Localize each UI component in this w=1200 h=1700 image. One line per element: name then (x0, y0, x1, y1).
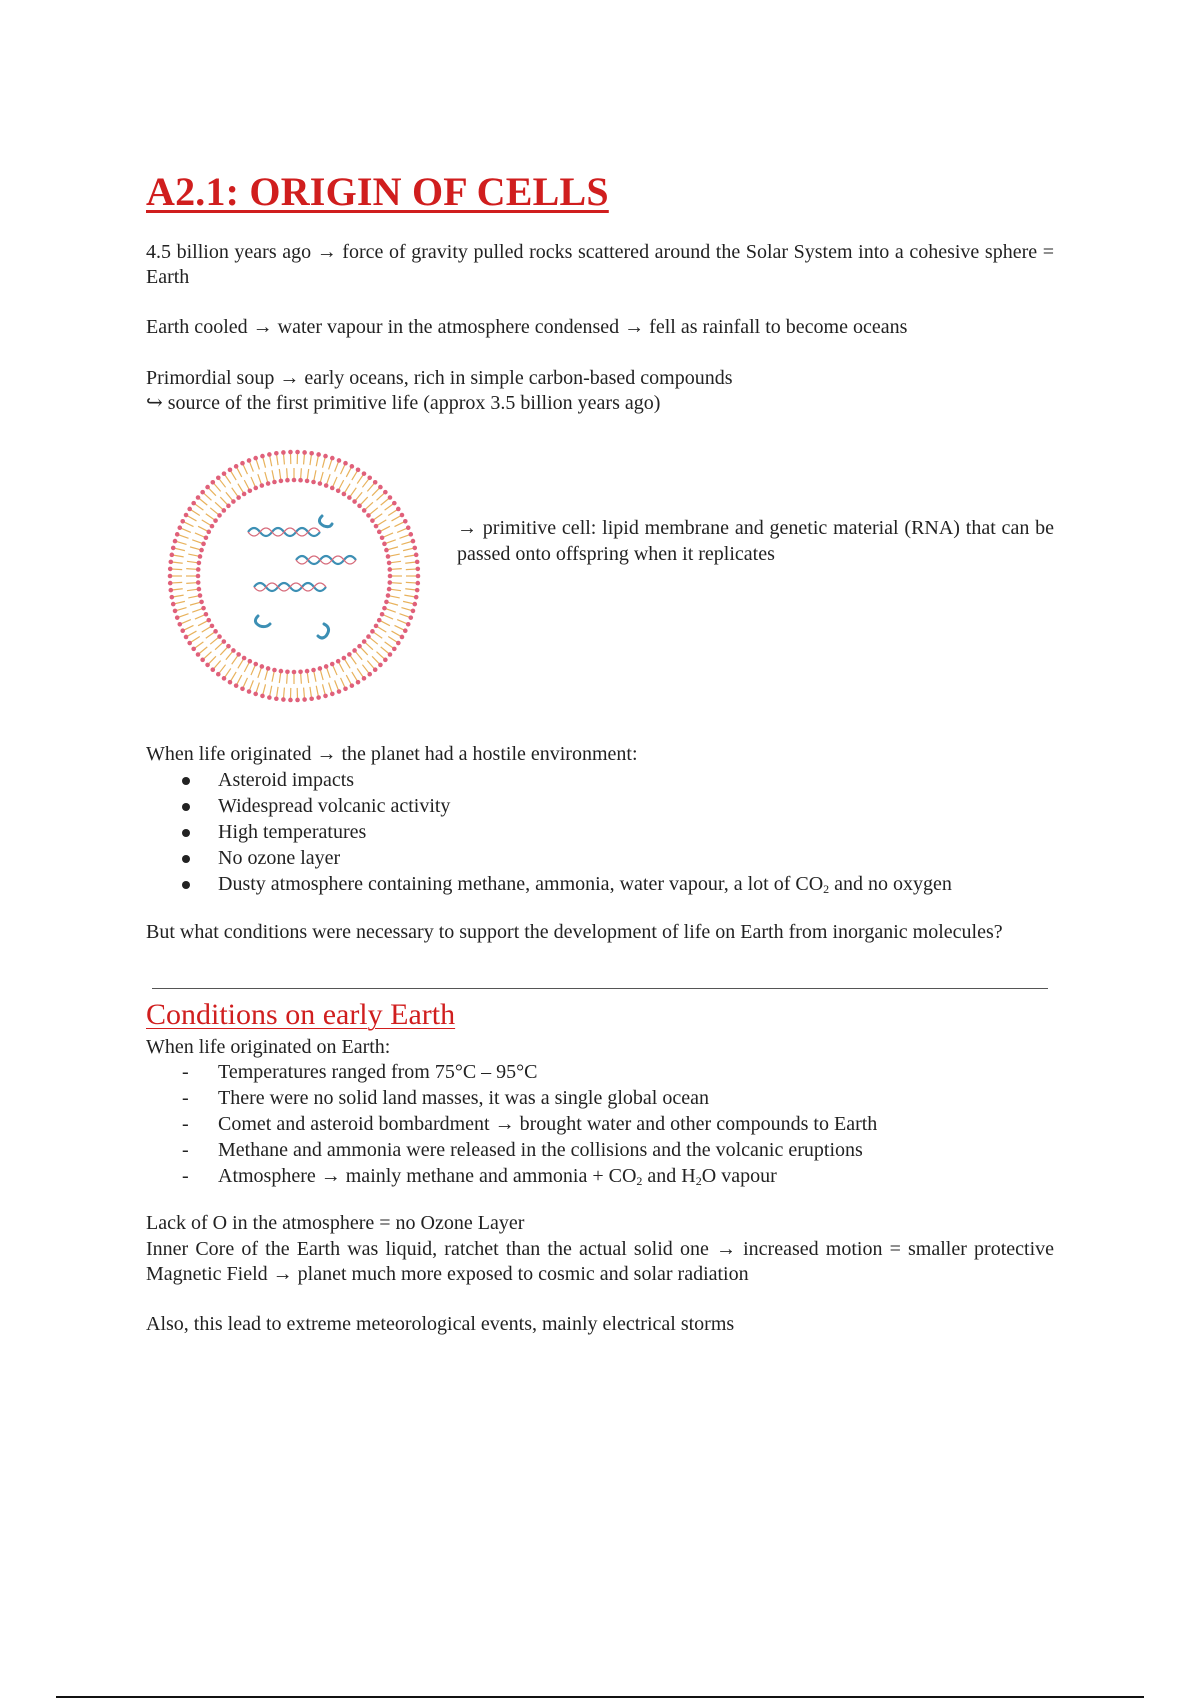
lipid-head (415, 567, 420, 572)
list-item: No ozone layer (182, 845, 952, 871)
lipid-head (279, 479, 284, 484)
lipid-head (400, 513, 405, 518)
lipid-head (234, 683, 239, 688)
lipid-head (373, 667, 378, 672)
lipid-head (169, 588, 174, 593)
lipid-head (347, 495, 352, 500)
list-item: - Atmosphere → mainly methane and ammonia + $CO_2$ and $H_2O$ vapour (182, 1165, 777, 1188)
lipid-head (248, 488, 253, 493)
lipid-head (200, 490, 205, 495)
lipid-head (196, 580, 201, 585)
lipid-head (247, 689, 252, 694)
lipid-head (253, 486, 258, 491)
lipid-head (274, 451, 279, 456)
lipid-head (392, 647, 397, 652)
lipid-head (253, 692, 258, 697)
lipid-head (171, 546, 176, 551)
list-item: - Temperatures ranged from 75°C – 95°C (182, 1061, 538, 1083)
lipid-head (374, 524, 379, 529)
lipid-head (330, 486, 335, 491)
lipid-head (352, 648, 357, 653)
lipid-head (170, 595, 175, 600)
lipid-head (197, 587, 202, 592)
list-item: Dusty atmosphere containing methane, ammonia, water vapour, a lot of $CO_2$ and no oxygen (182, 871, 952, 897)
lipid-head (210, 667, 215, 672)
lipid-head (383, 490, 388, 495)
lipid-bilayer-membrane (168, 450, 421, 702)
lipid-head (222, 471, 227, 476)
list-item: Asteroid impacts (182, 767, 952, 793)
lipid-head (281, 697, 286, 702)
lipid-head (366, 513, 371, 518)
lipid-head (187, 507, 192, 512)
cell-caption: → primitive cell: lipid membrane and genetic material (RNA) that can be passed onto offspring when it replicates (457, 517, 1054, 565)
lipid-head (386, 554, 391, 559)
lipid-head (234, 464, 239, 469)
lipid-head (388, 495, 393, 500)
lipid-head (370, 518, 375, 523)
lipid-head (191, 647, 196, 652)
lipid-head (171, 602, 176, 607)
lipid-head (168, 574, 173, 579)
lipid-head (198, 593, 203, 598)
lipid-head (298, 478, 303, 483)
lipid-head (298, 669, 303, 674)
lipid-head (414, 595, 419, 600)
lipid-head (382, 542, 387, 547)
lipid-head (350, 464, 355, 469)
lipid-head (177, 525, 182, 530)
lipid-head (295, 450, 300, 455)
lipid-head (392, 501, 397, 506)
lipid-head (396, 507, 401, 512)
bullet-icon (182, 829, 190, 837)
lipid-head (357, 504, 362, 509)
document-page (146, 0, 1054, 1700)
lipid-head (260, 454, 265, 459)
lipid-head (377, 530, 382, 535)
lipid-head (336, 488, 341, 493)
lipid-head (378, 663, 383, 668)
lipid-head (318, 481, 323, 486)
lipid-head (213, 629, 218, 634)
lipid-head (260, 694, 265, 699)
lipid-head (366, 634, 371, 639)
lipid-head (352, 499, 357, 504)
lipid-head (205, 485, 210, 490)
lipid-head (311, 480, 316, 485)
lipid-head (374, 624, 379, 629)
lipid-head (216, 672, 221, 677)
lipid-head (387, 561, 392, 566)
lipid-head (388, 652, 393, 657)
lipid-head (205, 663, 210, 668)
lipid-head (231, 648, 236, 653)
lipid-head (309, 451, 314, 456)
lipid-head (302, 450, 307, 455)
lipid-head (408, 615, 413, 620)
lipid-head (206, 618, 211, 623)
lipid-head (318, 666, 323, 671)
lipid-head (196, 495, 201, 500)
lipid-head (180, 519, 185, 524)
lipid-head (184, 513, 189, 518)
lipid-head (378, 485, 383, 490)
lipid-head (210, 624, 215, 629)
lipid-head (180, 628, 185, 633)
lipid-head (169, 560, 174, 565)
lipid-head (217, 513, 222, 518)
lipid-head (247, 458, 252, 463)
lipid-head (175, 532, 180, 537)
lipid-head (206, 530, 211, 535)
lipid-head (204, 612, 209, 617)
lipid-head (415, 588, 420, 593)
lipid-head (336, 659, 341, 664)
lipid-head (388, 574, 393, 579)
lipid-head (362, 471, 367, 476)
lipid-head (175, 615, 180, 620)
lipid-head (210, 480, 215, 485)
lipid-head (387, 587, 392, 592)
lipid-head (380, 612, 385, 617)
lipid-head (411, 609, 416, 614)
lipid-head (387, 580, 392, 585)
lipid-head (342, 492, 347, 497)
lipid-head (330, 662, 335, 667)
lipid-head (324, 483, 329, 488)
lipid-head (173, 609, 178, 614)
lipid-head (285, 669, 290, 674)
lipid-head (266, 666, 271, 671)
lipid-head (285, 478, 290, 483)
lipid-head (253, 456, 258, 461)
lipid-head (267, 695, 272, 700)
lipid-head (311, 668, 316, 673)
lipid-head (309, 696, 314, 701)
lipid-head (302, 697, 307, 702)
lipid-head (362, 676, 367, 681)
lipid-head (387, 567, 392, 572)
footer-rule (56, 1696, 1144, 1698)
lipid-head (168, 567, 173, 572)
lipid-head (236, 652, 241, 657)
lipid-head (266, 481, 271, 486)
lipid-head (357, 644, 362, 649)
lipid-head (350, 683, 355, 688)
lipid-head (248, 659, 253, 664)
lipid-head (279, 669, 284, 674)
lipid-head (204, 535, 209, 540)
lipid-head (242, 492, 247, 497)
lipid-head (416, 574, 421, 579)
lipid-head (226, 504, 231, 509)
lipid-head (217, 634, 222, 639)
lipid-head (386, 593, 391, 598)
lipid-head (216, 476, 221, 481)
lipid-head (384, 548, 389, 553)
lipid-head (343, 686, 348, 691)
lipid-head (305, 669, 310, 674)
list-item: - Comet and asteroid bombardment → brought water and other compounds to Earth (182, 1113, 878, 1135)
lipid-head (253, 662, 258, 667)
lipid-head (228, 468, 233, 473)
lipid-head (236, 495, 241, 500)
lipid-head (168, 581, 173, 586)
list-item: - There were no solid land masses, it was a single global ocean (182, 1087, 709, 1109)
lipid-head (210, 524, 215, 529)
lipid-head (184, 635, 189, 640)
lipid-head (377, 618, 382, 623)
lipid-head (201, 606, 206, 611)
lipid-head (200, 658, 205, 663)
lipid-head (396, 641, 401, 646)
list-item: - Methane and ammonia were released in the collisions and the volcanic eruptions (182, 1139, 863, 1161)
lipid-head (196, 574, 201, 579)
lipid-head (337, 458, 342, 463)
lipid-head (347, 652, 352, 657)
lipid-head (356, 468, 361, 473)
lipid-head (226, 644, 231, 649)
section-divider (152, 988, 1048, 989)
lipid-head (380, 535, 385, 540)
lipid-head (316, 695, 321, 700)
lipid-head (411, 539, 416, 544)
lipid-head (173, 539, 178, 544)
primitive-cell-diagram (166, 448, 422, 704)
lipid-head (199, 600, 204, 605)
intro-paragraph-2: Earth cooled → water vapour in the atmosphere condensed → fell as rainfall to become oceans (146, 316, 908, 338)
lipid-head (187, 641, 192, 646)
intro-paragraph-1: 4.5 billion years ago → force of gravity pulled rocks scattered around the Solar System into a cohesive sphere = Earth (146, 241, 1054, 288)
lipid-head (274, 696, 279, 701)
closing-paragraph-2: Inner Core of the Earth was liquid, ratchet than the actual solid one → increased motion = smaller protective Magnetic Field → planet much more exposed to cosmic and solar radiation (146, 1238, 1054, 1285)
lipid-head (281, 450, 286, 455)
bullet-icon (182, 803, 190, 811)
lipid-head (384, 600, 389, 605)
lipid-head (242, 656, 247, 661)
lipid-head (295, 698, 300, 703)
lipid-head (305, 479, 310, 484)
lipid-head (191, 501, 196, 506)
lipid-head (196, 567, 201, 572)
lipid-head (373, 480, 378, 485)
lipid-head (342, 656, 347, 661)
lipid-head (292, 670, 297, 675)
lipid-head (316, 452, 321, 457)
lipid-head (337, 689, 342, 694)
page-title: A2.1: ORIGIN OF CELLS (146, 169, 609, 214)
lipid-head (292, 478, 297, 483)
lipid-head (415, 581, 420, 586)
lipid-head (196, 652, 201, 657)
lipid-head (324, 664, 329, 669)
lipid-head (330, 692, 335, 697)
lipid-head (323, 454, 328, 459)
lipid-head (170, 553, 175, 558)
lipid-head (383, 658, 388, 663)
lipid-head (370, 629, 375, 634)
lipid-head (362, 639, 367, 644)
hostile-environment-lead: When life originated → the planet had a hostile environment: (146, 743, 638, 765)
lipid-head (406, 622, 411, 627)
lipid-head (272, 480, 277, 485)
intro-paragraph-3-line-2: ↪ source of the first primitive life (approx 3.5 billion years ago) (146, 392, 661, 414)
lipid-head (260, 664, 265, 669)
lipid-head (382, 606, 387, 611)
lipid-head (231, 499, 236, 504)
lipid-head (222, 639, 227, 644)
lipid-head (228, 680, 233, 685)
closing-paragraph-3: Also, this lead to extreme meteorological events, mainly electrical storms (146, 1313, 735, 1335)
lipid-head (367, 476, 372, 481)
section-heading: Conditions on early Earth (146, 998, 456, 1031)
lipid-head (240, 461, 245, 466)
rna-strands (248, 528, 356, 591)
lipid-head (412, 546, 417, 551)
lipid-head (408, 532, 413, 537)
lipid-head (288, 698, 293, 703)
lipid-head (414, 553, 419, 558)
conditions-list (182, 1059, 877, 1189)
lipid-head (197, 561, 202, 566)
lipid-head (367, 672, 372, 677)
lipid-head (362, 508, 367, 513)
lipid-head (406, 525, 411, 530)
lipid-head (330, 456, 335, 461)
list-item: High temperatures (182, 819, 952, 845)
intro-paragraph-3-line-1: Primordial soup → early oceans, rich in simple carbon-based compounds (146, 367, 733, 389)
lipid-head (222, 676, 227, 681)
lipid-head (343, 461, 348, 466)
lipid-head (403, 628, 408, 633)
lipid-head (400, 635, 405, 640)
lipid-head (403, 519, 408, 524)
bullet-icon (182, 777, 190, 785)
list-item: Widespread volcanic activity (182, 793, 952, 819)
closing-paragraph-1: Lack of O in the atmosphere = no Ozone Layer (146, 1212, 525, 1234)
question-paragraph: But what conditions were necessary to support the development of life on Earth from inorganic molecules? (146, 921, 1003, 943)
lipid-head (240, 686, 245, 691)
lipid-head (412, 602, 417, 607)
bullet-icon (182, 855, 190, 863)
lipid-head (201, 542, 206, 547)
lipid-head (177, 622, 182, 627)
section-lead: When life originated on Earth: (146, 1036, 391, 1058)
lipid-head (213, 518, 218, 523)
lipid-head (272, 668, 277, 673)
lipid-head (267, 452, 272, 457)
lipid-head (198, 554, 203, 559)
lipid-head (288, 450, 293, 455)
lipid-head (260, 483, 265, 488)
lipid-head (199, 548, 204, 553)
lipid-head (415, 560, 420, 565)
lipid-head (222, 508, 227, 513)
lipid-head (356, 680, 361, 685)
bullet-icon (182, 881, 190, 889)
hostile-environment-list (182, 767, 952, 897)
lipid-head (323, 694, 328, 699)
